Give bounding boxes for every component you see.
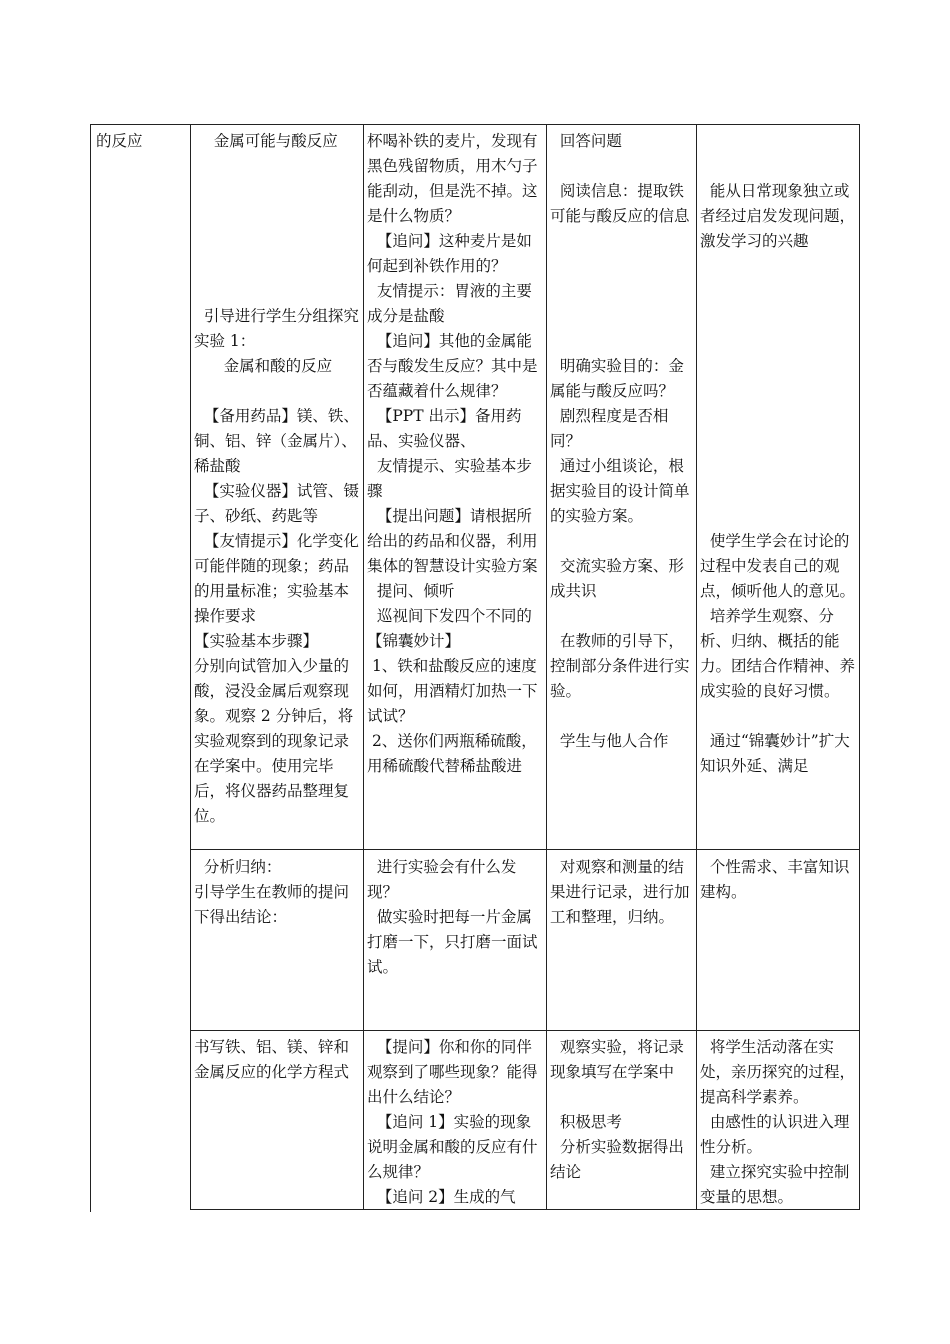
row2-teacher-cell: 分析归纳： 引导学生在教师的提问下得出结论： xyxy=(194,858,350,926)
table-right-border xyxy=(859,124,860,1210)
row1-teacher-cell: 金属可能与酸反应 引导进行学生分组探究实验 1： 金属和酸的反应 【备用药品】镁、铁、铜、铝、锌（金属片）、稀盐酸 【实验仪器】试管、镊子、砂纸、药匙等 【友情提示】化学变化可能伴随的现象；药品的用量标准；实验基本操作要求 【实验基本步骤】 分别向试管加入少量的酸，浸没金属后观察现象。观察 2 分钟后，将实验观察到的现象记录在学案中。使用完毕后，将仪器药品整理复位。 xyxy=(194,132,359,825)
column-divider-4 xyxy=(696,124,697,1210)
row-divider-1 xyxy=(190,849,860,850)
row1-student-cell: 回答问题 阅读信息：提取铁可能与酸反应的信息 明确实验目的：金属能与酸反应吗？ 剧烈程度是否相同？ 通过小组谈论，根据实验目的设计简单的实验方案。 交流实验方案、形成共识 在教师的引导下，控制部分条件进行实验。 学生与他人合作 xyxy=(550,132,690,750)
row2-student-cell: 对观察和测量的结果进行记录，进行加工和整理，归纳。 xyxy=(550,858,690,926)
stage-label: 的反应 xyxy=(96,132,143,150)
row2-activity-cell: 进行实验会有什么发现？ 做实验时把每一片金属打磨一下，只打磨一面试试。 xyxy=(367,858,538,976)
row1-activity-cell: 杯喝补铁的麦片，发现有黑色残留物质，用木勺子能刮动，但是洗不掉。这是什么物质？ 【追问】这种麦片是如何起到补铁作用的？ 友情提示：胃液的主要成分是盐酸 【追问】其他的金属能否与酸发生反应？其中是否蕴藏着什么规律？ 【PPT 出示】备用药品、实验仪器、 友情提示、实验基本步骤 【提出问题】请根据所给出的药品和仪器，利用集体的智慧设计实验方案 提问、倾听 巡视间下发四个不同的【锦囊妙计】 1、铁和盐酸反应的速度如何，用酒精灯加热一下试试？ 2、送你们两瓶稀硫酸，用稀硫酸代替稀盐酸进 xyxy=(367,132,538,775)
table-top-border xyxy=(90,124,860,125)
row1-intent-cell: 能从日常现象独立或者经过启发发现问题，激发学习的兴趣 使学生学会在讨论的过程中发表自己的观点，倾听他人的意见。 培养学生观察、分析、归纳、概括的能力。团结合作精神、养成实验的良好习惯。 通过“锦囊妙计”扩大知识外延、满足 xyxy=(700,182,856,775)
column-divider-3 xyxy=(546,124,547,1210)
row3-student-cell: 观察实验，将记录现象填写在学案中 积极思考 分析实验数据得出结论 xyxy=(550,1038,684,1181)
column-divider-1 xyxy=(190,124,191,1210)
column-divider-2 xyxy=(363,124,364,1210)
row3-teacher-cell: 书写铁、铝、镁、锌和金属反应的化学方程式 xyxy=(194,1038,350,1081)
row2-intent-cell: 个性需求、丰富知识建构。 xyxy=(700,858,850,901)
table-left-border xyxy=(90,124,91,1212)
row3-intent-cell: 将学生活动落在实处，亲历探究的过程，提高科学素养。 由感性的认识进入理性分析。 建立探究实验中控制变量的思想。 xyxy=(700,1038,856,1206)
row3-activity-cell: 【提问】你和你的同伴观察到了哪些现象？能得出什么结论？ 【追问 1】实验的现象说明金属和酸的反应有什么规律？ 【追问 2】生成的气 xyxy=(367,1038,538,1206)
row-divider-2 xyxy=(190,1030,860,1031)
